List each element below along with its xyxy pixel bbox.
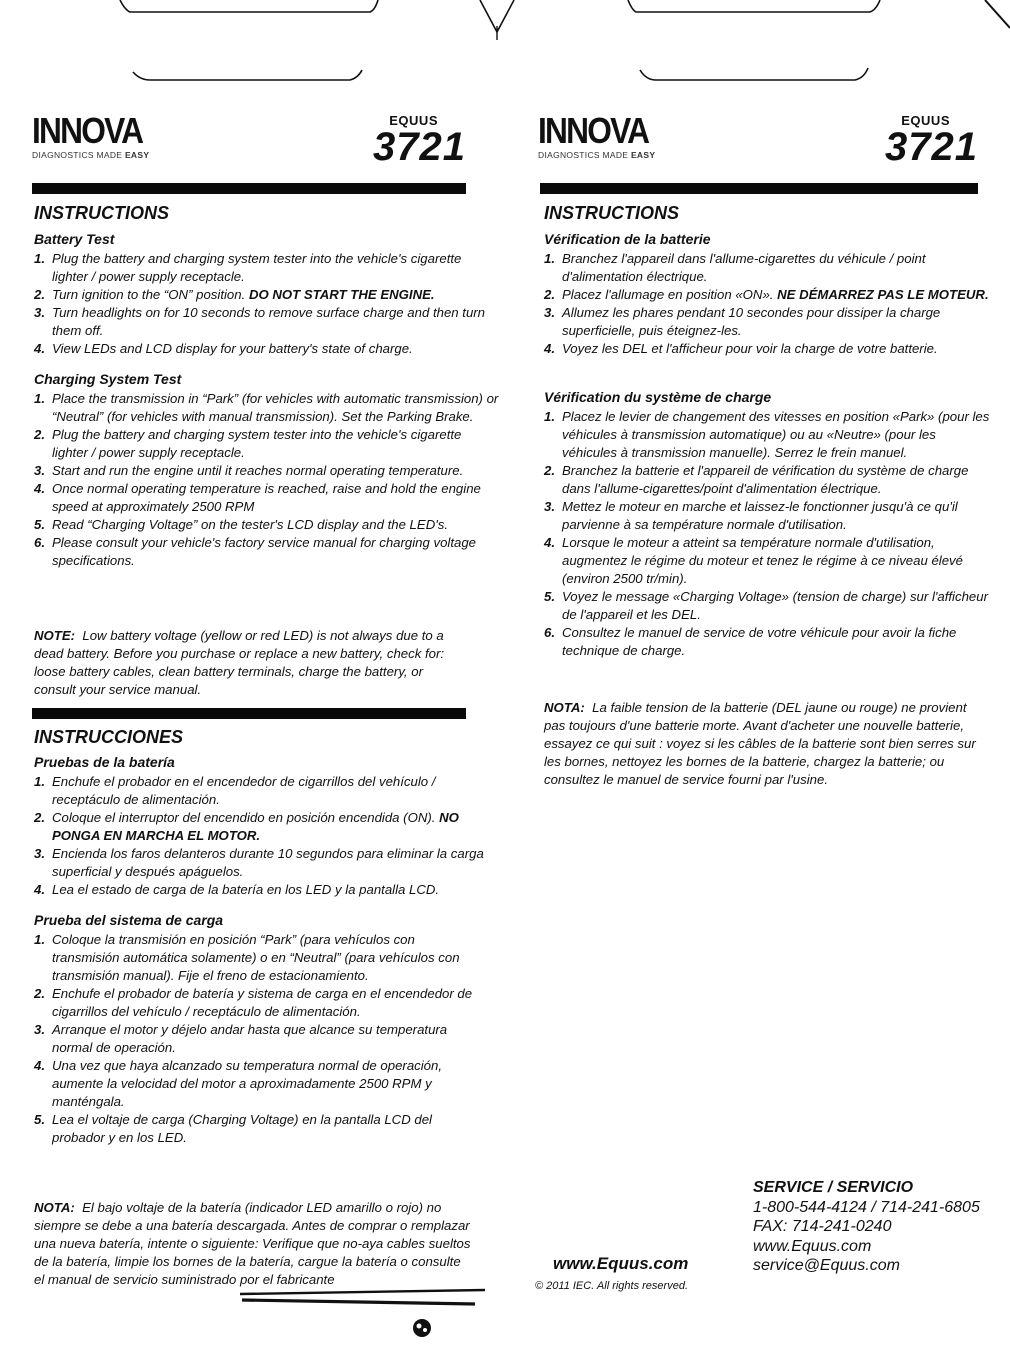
list-item <box>34 1057 480 1111</box>
service-block <box>753 1178 980 1276</box>
note-text: La faible tension de la batterie (DEL jaune ou rouge) ne provient pas toujours d'une batterie morte. Avant d'acheter une nouvelle batterie, essayez ce qui suit : voyez si les câbles de la batterie sont bien serres sur les bornes, nettoyez les bornes de la batterie, chargez la batterie; ou consultez le manuel de service fourni par l'usine. <box>544 700 976 787</box>
maker-name: EQUUS <box>901 113 950 128</box>
list-item <box>34 1111 480 1147</box>
step-number: 1. <box>544 251 555 266</box>
step-number: 2. <box>34 810 45 825</box>
step-text: Please consult your vehicle's factory service manual for charging voltage specifications. <box>52 535 476 568</box>
list-item <box>544 624 990 660</box>
note-label: NOTA: <box>544 700 585 715</box>
step-number: 2. <box>544 463 555 478</box>
french-battery-steps <box>544 250 990 358</box>
english-battery-steps <box>34 250 489 358</box>
step-text: Placez l'allumage en position «ON». <box>562 287 778 302</box>
step-text: Lea el voltaje de carga (Charging Voltage) en la pantalla LCD del probador y en los LED. <box>52 1112 432 1145</box>
step-text: Placez le levier de changement des vitesses en position «Park» (pour les véhicules à transmission automatique) ou au «Neutre» (pour les véhicules à transmission manuelle). Serrez le frein manuel. <box>562 409 990 460</box>
list-item <box>544 462 990 498</box>
service-fax: FAX: 714-241-0240 <box>753 1218 892 1235</box>
step-text: Place the transmission in “Park” (for vehicles with automatic transmission) or “Neutral” (for vehicles with manual transmission). Set the Parking Brake. <box>52 391 499 424</box>
step-text: Lorsque le moteur a atteint sa température normale d'utilisation, augmentez le régime du moteur et tenez le régime à ce niveau élevé (environ 2500 tr/min). <box>562 535 963 586</box>
step-text: Consultez le manuel de service de votre véhicule pour avoir la fiche technique de charge. <box>562 625 957 658</box>
english-title: INSTRUCTIONS <box>34 203 169 223</box>
list-item <box>34 390 500 426</box>
english-charging-steps <box>34 390 500 570</box>
step-number: 1. <box>34 932 45 947</box>
section-bar <box>32 183 466 194</box>
list-item <box>544 498 990 534</box>
note-text: El bajo voltaje de la batería (indicador LED amarillo o rojo) no siempre se debe a una batería descargada. Antes de comprar o remplazar una nueva batería, intente o siguiente: Verifique que no-aya cables sueltos de la batería, limpie los bornes de la batería, cargue la batería o consulte el manual de servicio suministrado por el fabricante <box>34 1200 471 1287</box>
section-bar <box>540 183 978 194</box>
list-item <box>34 340 489 358</box>
step-warning: NE DÉMARREZ PAS LE MOTEUR. <box>777 287 989 302</box>
note-label: NOTE: <box>34 628 76 643</box>
step-number: 6. <box>34 535 45 550</box>
list-item <box>544 534 990 588</box>
french-note <box>544 699 976 789</box>
step-number: 3. <box>34 846 45 861</box>
list-item <box>34 534 500 570</box>
french-charging-steps <box>544 408 990 660</box>
step-text: Una vez que haya alcanzado su temperatura normal de operación, aumente la velocidad del motor a aproximadamente 2500 RPM y manténgala. <box>52 1058 443 1109</box>
step-number: 1. <box>34 251 45 266</box>
step-text: Plug the battery and charging system tester into the vehicle's cigarette lighter / power supply receptacle. <box>52 251 462 284</box>
step-number: 1. <box>34 774 45 789</box>
step-number: 5. <box>34 517 45 532</box>
list-item <box>544 340 990 358</box>
list-item <box>34 286 489 304</box>
step-number: 2. <box>34 287 45 302</box>
step-number: 2. <box>544 287 555 302</box>
maker-name: EQUUS <box>389 113 438 128</box>
step-number: 4. <box>34 1058 45 1073</box>
step-warning: DO NOT START THE ENGINE. <box>248 287 435 302</box>
spanish-charging-heading: Prueba del sistema de carga <box>34 912 224 928</box>
step-text: Lea el estado de carga de la batería en los LED y la pantalla LCD. <box>52 882 440 897</box>
step-text: Enchufe el probador en el encendedor de cigarrillos del vehículo / receptáculo de alimentación. <box>52 774 436 807</box>
right-model <box>852 113 978 169</box>
step-text: Allumez les phares pendant 10 secondes pour dissiper la charge superficielle, puis éteignez-les. <box>562 305 941 338</box>
step-text: Turn ignition to the “ON” position. <box>52 287 249 302</box>
service-web[interactable]: www.Equus.com <box>753 1237 872 1255</box>
service-phone: 1-800-544-4124 / 714-241-6805 <box>753 1198 980 1216</box>
model-number: 3721 <box>373 125 466 169</box>
step-text: Branchez l'appareil dans l'allume-cigarettes du véhicule / point d'alimentation électrique. <box>562 251 926 284</box>
step-number: 4. <box>34 882 45 897</box>
step-text: View LEDs and LCD display for your battery's state of charge. <box>52 341 413 356</box>
step-text: Turn headlights on for 10 seconds to remove surface charge and then turn them off. <box>52 305 486 338</box>
step-number: 2. <box>34 427 45 442</box>
spanish-note <box>34 1199 474 1289</box>
copyright: © 2011 IEC. All rights reserved. <box>535 1280 689 1292</box>
step-number: 4. <box>544 341 555 356</box>
fold-marks <box>0 0 1010 90</box>
step-text: Read “Charging Voltage” on the tester's LCD display and the LED's. <box>52 517 448 532</box>
step-number: 2. <box>34 986 45 1001</box>
step-number: 3. <box>34 1022 45 1037</box>
innova-logo: INNOVA <box>32 110 143 151</box>
list-item <box>34 773 489 809</box>
step-text: Coloque la transmisión en posición “Park” (para vehículos con transmisión automática solamente) o en “Neutral” (para vehículos con transmisión manual). Fije el freno de estacionamiento. <box>52 932 460 983</box>
step-number: 4. <box>34 481 45 496</box>
step-text: Voyez les DEL et l'afficheur pour voir la charge de votre batterie. <box>562 341 938 356</box>
step-text: Arranque el motor y déjelo andar hasta que alcance su temperatura normal de operación. <box>52 1022 448 1055</box>
step-number: 1. <box>34 391 45 406</box>
section-bar <box>32 708 466 719</box>
right-brand <box>538 110 663 160</box>
service-title: SERVICE / SERVICIO <box>753 1179 914 1196</box>
spanish-battery-heading: Pruebas de la batería <box>34 754 175 770</box>
note-label: NOTA: <box>34 1200 75 1215</box>
list-item <box>34 931 480 985</box>
step-text: Start and run the engine until it reaches normal operating temperature. <box>52 463 464 478</box>
note-text: Low battery voltage (yellow or red LED) is not always due to a dead battery. Before you purchase or replace a new battery, check for: loose battery cables, clean battery terminals, charge the battery, or consult your service manual. <box>34 628 445 697</box>
list-item <box>34 462 500 480</box>
french-charging-heading: Vérification du système de charge <box>544 389 772 405</box>
step-number: 4. <box>34 341 45 356</box>
list-item <box>544 588 990 624</box>
list-item <box>34 250 489 286</box>
list-item <box>34 304 489 340</box>
spanish-charging-steps <box>34 931 480 1147</box>
step-number: 1. <box>544 409 555 424</box>
step-warning: NO PONGA EN MARCHA EL MOTOR. <box>52 810 459 843</box>
list-item <box>544 304 990 340</box>
spanish-title: INSTRUCCIONES <box>34 727 184 747</box>
step-number: 3. <box>544 499 555 514</box>
list-item <box>34 985 480 1021</box>
spanish-battery-steps <box>34 773 489 899</box>
list-item <box>544 408 990 462</box>
step-text: Branchez la batterie et l'appareil de vérification du système de charge dans l'allume-cigarettes/point d'alimentation électrique. <box>562 463 969 496</box>
french-title: INSTRUCTIONS <box>544 203 679 223</box>
list-item <box>544 250 990 286</box>
step-text: Encienda los faros delanteros durante 10 segundos para eliminar la carga superficial y después apáguelos. <box>52 846 484 879</box>
tagline: DIAGNOSTICS MADE EASY <box>32 150 150 160</box>
step-number: 6. <box>544 625 555 640</box>
step-number: 3. <box>34 463 45 478</box>
innova-logo: INNOVA <box>538 110 649 151</box>
list-item <box>34 1021 480 1057</box>
list-item <box>34 426 500 462</box>
step-number: 4. <box>544 535 555 550</box>
step-number: 5. <box>34 1112 45 1127</box>
website-link[interactable]: www.Equus.com <box>553 1254 689 1273</box>
step-text: Once normal operating temperature is reached, raise and hold the engine speed at approximately 2500 RPM <box>52 481 481 514</box>
list-item <box>34 516 500 534</box>
step-text: Enchufe el probador de batería y sistema de carga en el encendedor de cigarrillos del vehículo / receptáculo de alimentación. <box>52 986 473 1019</box>
english-note <box>34 627 460 699</box>
model-number: 3721 <box>885 125 978 169</box>
list-item <box>34 480 500 516</box>
tagline: DIAGNOSTICS MADE EASY <box>538 150 656 160</box>
french-battery-heading: Vérification de la batterie <box>544 231 711 247</box>
english-charging-heading: Charging System Test <box>34 371 182 387</box>
step-text: Mettez le moteur en marche et laissez-le fonctionner jusqu'à ce qu'il parvienne à sa température normale d'utilisation. <box>562 499 958 532</box>
list-item <box>34 809 489 845</box>
step-number: 3. <box>544 305 555 320</box>
list-item <box>34 845 489 881</box>
step-number: 5. <box>544 589 555 604</box>
left-brand <box>32 110 157 160</box>
step-number: 3. <box>34 305 45 320</box>
english-battery-heading: Battery Test <box>34 231 115 247</box>
left-model <box>340 113 466 169</box>
list-item <box>544 286 990 304</box>
service-email[interactable]: service@Equus.com <box>753 1257 900 1274</box>
list-item <box>34 881 489 899</box>
step-text: Plug the battery and charging system tester into the vehicle's cigarette lighter / power supply receptacle. <box>52 427 462 460</box>
scan-artifacts <box>230 1280 510 1340</box>
step-text: Coloque el interruptor del encendido en posición encendida (ON). <box>52 810 440 825</box>
step-text: Voyez le message «Charging Voltage» (tension de charge) sur l'afficheur de l'appareil et les DEL. <box>562 589 988 622</box>
